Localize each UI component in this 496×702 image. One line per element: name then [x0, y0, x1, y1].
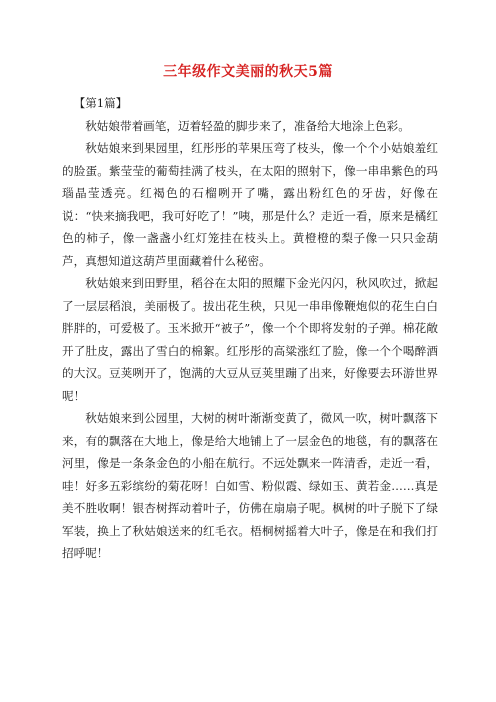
section-heading: 【第1篇】: [73, 96, 128, 110]
paragraph: 秋姑娘来到果园里，红彤彤的苹果压弯了枝头，像一个个小姑娘羞红的脸蛋。紫莹莹的葡萄挂满了枝头，在太阳的照射下，像一串串紫色的玛瑙晶莹透亮。红褐色的石榴咧开了嘴，露出粉红色的牙齿，好像在说：“快来摘我吧，我可好吃了！”咦，那是什么？走近一看，原来是橘红色的柿子，像一盏盏小红灯笼挂在枝头上。黄橙橙的梨子像一只只金葫芦，真想知道这葫芦里面藏着什么秘密。: [62, 141, 438, 268]
document-title: 三年级作文美丽的秋天5篇: [163, 64, 333, 80]
document-body: [62, 92, 438, 565]
paragraph: 秋姑娘带着画笔，迈着轻盈的脚步来了，准备给大地涂上色彩。: [85, 118, 410, 133]
paragraph: 秋姑娘来到公园里，大树的树叶渐渐变黄了，微风一吹，树叶飘落下来，有的飘落在大地上，像是给大地铺上了一层金色的地毯，有的飘落在河里，像是一条条金色的小船在航行。不远处飘来一阵清香，走近一看，哇！好多五彩缤纷的菊花呀！白如雪、粉似霞、绿如玉、黄若金……真是美不胜收啊！银杏树挥动着叶子，仿佛在扇扇子呢。枫树的叶子脱下了绿军装，换上了秋姑娘送来的红毛衣。梧桐树摇着大叶子，像是在和我们打招呼呢！: [62, 411, 438, 560]
paragraph: 秋姑娘来到田野里，稻谷在太阳的照耀下金光闪闪，秋风吹过，掀起了一层层稻浪，美丽极了。拔出花生秧，只见一串串像鞭炮似的花生白白胖胖的，可爱极了。玉米掀开“被子”，像一个个即将发射的子弹。棉花敞开了肚皮，露出了雪白的棉絮。红彤彤的高粱涨红了脸，像一个个喝醉酒的大汉。豆荚咧开了，饱满的大豆从豆荚里蹦了出来，好像要去环游世界呢！: [62, 276, 438, 403]
